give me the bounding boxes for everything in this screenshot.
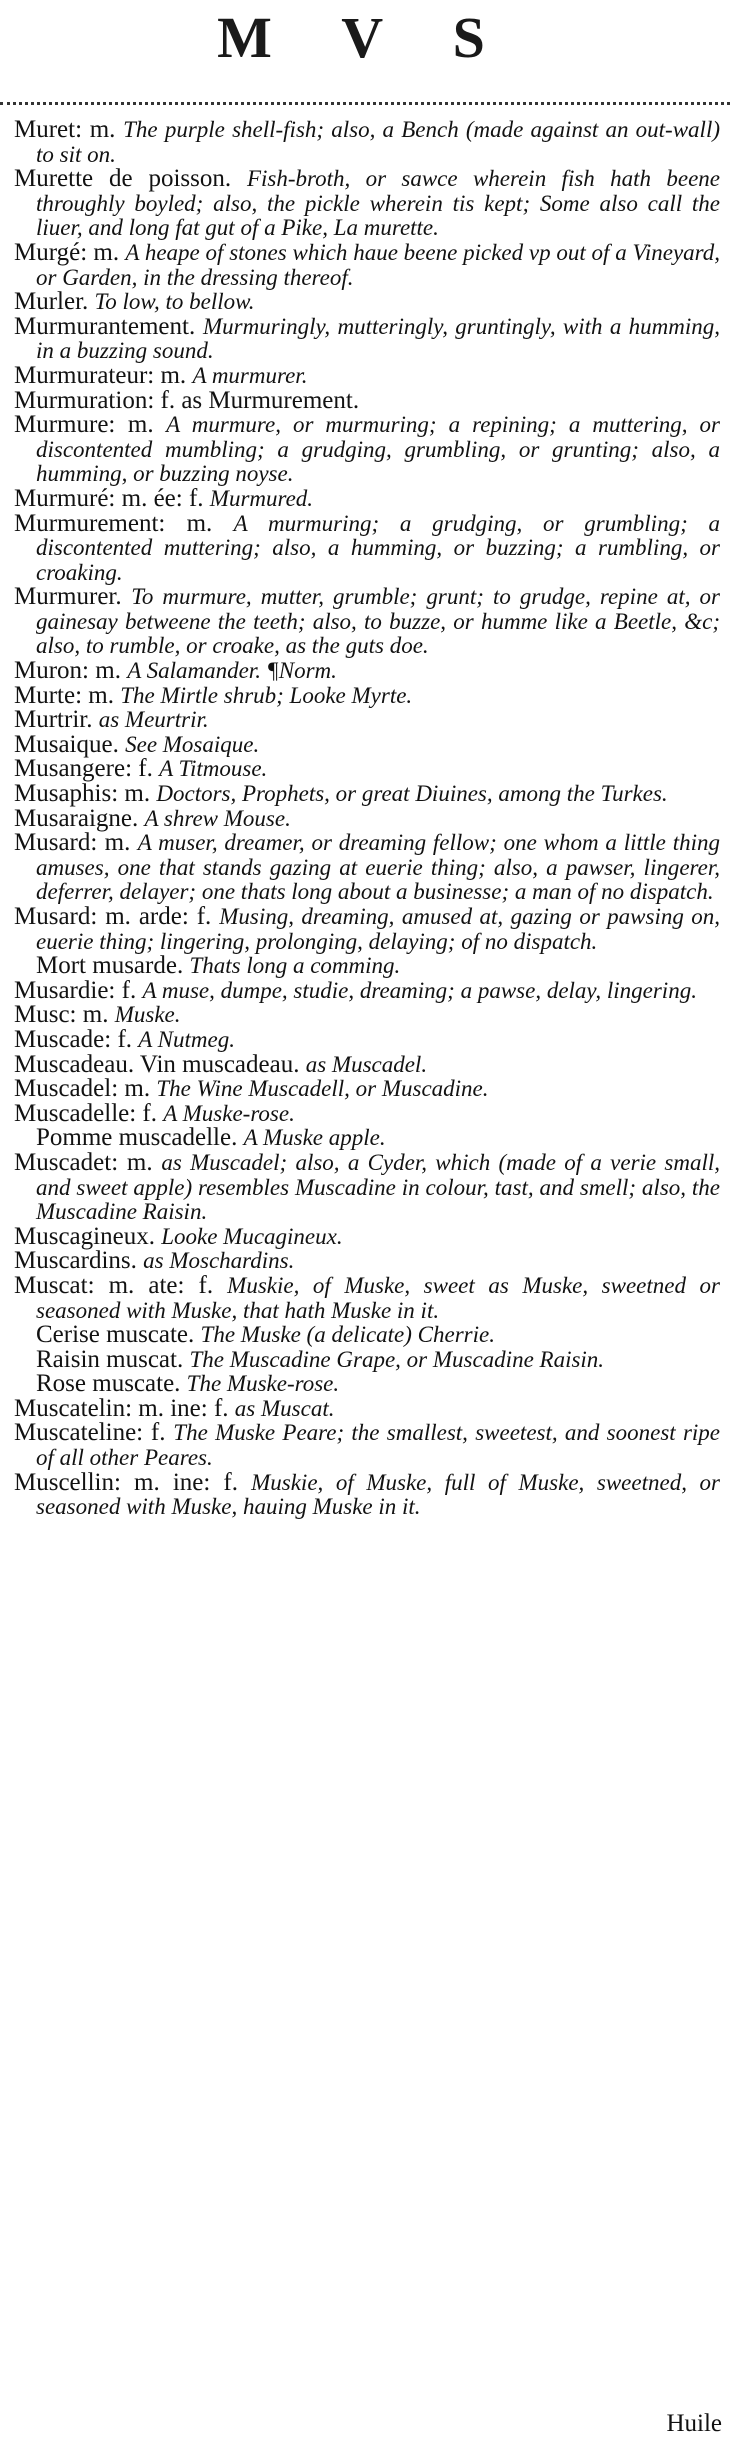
running-head: M V S [217,5,513,70]
headword: Muron: m. [14,657,121,685]
definition: Muskie, of Muske, full of Muske, sweetned, or seasoned with Muske, hauing Muske in it. [36,1469,720,1520]
definition: Doctors, Prophets, or great Diuines, among the Turkes. [156,781,668,807]
dictionary-entry [14,1148,720,1225]
headword: Murmurateur: m. [14,361,187,389]
headword: Musard: m. arde: f. [14,903,212,930]
dictionary-entry [14,976,720,1004]
definition: A muser, dreamer, or dreaming fellow; one whom a little thing amuses, one that stands gazing at euerie thing; also, a pawser, lingerer, deferrer, delayer; one thats long about a businesse; a man of no dispatch. [36,830,720,905]
dictionary-entry [14,1271,721,1323]
definition: A Muske-rose. [163,1100,295,1126]
headword: Pomme muscadelle. [36,1124,238,1152]
headword: Muscellin: m. ine: f. [14,1468,238,1496]
definition: as Meurtrir. [98,707,209,733]
headword: Muscagineux. [14,1222,155,1250]
dictionary-entry [14,361,720,389]
definition: The Muske Peare; the smallest, sweetest, and soonest ripe of all other Peares. [36,1420,721,1471]
headword: Murtrir. [14,706,93,734]
headword: Musaraigne. [14,804,139,832]
headword: Muscadet: m. [14,1148,153,1176]
dictionary-entry [14,386,720,414]
dictionary-entries [14,118,720,1520]
definition: The Muske-rose. [186,1371,340,1397]
dictionary-entry [14,831,720,905]
definition: The Wine Muscadell, or Muscadine. [156,1076,489,1102]
dictionary-entry [14,290,720,315]
definition: A murmuring; a grudging, or grumbling; a discontented muttering; also, a humming, or buzzing; a rumbling, or croaking. [36,510,720,585]
dictionary-entry [14,1003,720,1028]
headword: Raisin muscat. [36,1345,184,1373]
headword: Musc: m. [14,1001,109,1029]
dictionary-entry [14,509,720,586]
headword: Musaique. [14,730,119,758]
page-header [0,0,730,118]
headword: Cerise muscate. [36,1321,195,1349]
headword: Mort musarde. [36,952,184,980]
headword: Murmurer. [14,583,122,611]
definition: Looke Mucagineux. [161,1223,343,1249]
dictionary-entry [14,804,720,832]
definition: Murmuringly, mutteringly, gruntingly, with a humming, in a buzzing sound. [36,313,721,364]
definition: The Muscadine Grape, or Muscadine Raisin. [189,1346,605,1372]
definition: as Muscadel. [305,1051,428,1077]
dictionary-entry [14,312,721,364]
dictionary-entry [14,1249,720,1274]
definition: as Muscadel; also, a Cyder, which (made of a verie small, and sweet apple) resembles Muscadine in colour, tast, and smell; also, the Muscadine Raisin. [36,1149,720,1225]
definition: The Mirtle shrub; Looke Myrte. [120,682,413,708]
dictionary-entry [14,708,720,733]
header-rule [0,102,730,105]
dictionary-entry [14,1468,720,1520]
definition: Muske. [114,1002,181,1028]
definition: A shrew Mouse. [144,805,291,831]
dictionary-entry [14,1050,720,1078]
headword: Muscatelin: m. ine: f. [14,1394,229,1422]
dictionary-entry [14,1126,720,1151]
definition: A murmurer. [192,362,308,388]
headword: Murette de poisson. [14,165,232,193]
dictionary-entry [14,118,720,167]
definition: To low, to bellow. [94,289,255,315]
dictionary-entry [14,1099,720,1127]
headword: Muscardins. [14,1247,137,1275]
headword: Musaphis: m. [14,780,151,808]
dictionary-entry [14,954,720,979]
definition: Muskie, of Muske, sweet as Muske, sweetned or seasoned with Muske, that hath Muske in it. [36,1272,721,1323]
headword: Murmure: m. [14,411,154,439]
dictionary-entry [14,1025,720,1053]
definition: as Muscat. [234,1395,335,1421]
dictionary-entry [14,659,720,684]
headword: Murmuration: f. as Murmurement. [14,386,360,414]
definition: Fish-broth, or sawce wherein fish hath beene throughly boyled; also, the pickle wherein tis kept; Some also call the liuer, and long fat gut of a Pike, La murette. [36,166,721,241]
dictionary-entry [14,1372,720,1397]
definition: A murmure, or murmuring; a repining; a muttering, or discontented mumbling; a grudging, grumbling, or grunting; also, a humming, or buzzing noyse. [36,412,720,487]
dictionary-entry [14,1394,720,1422]
headword: Murgé: m. [14,238,120,266]
dictionary-entry [14,585,720,659]
definition: A Salamander. ¶Norm. [127,658,337,684]
dictionary-entry [14,1323,720,1348]
dictionary-entry [14,782,720,807]
definition: as Moschardins. [143,1248,295,1274]
headword: Muscadel: m. [14,1075,151,1103]
definition: A Nutmeg. [138,1026,235,1052]
dictionary-entry [14,413,720,487]
dictionary-entry [14,1345,720,1373]
dictionary-entry [14,905,720,954]
dictionary-entry [14,757,720,782]
definition: Musing, dreaming, amused at, gazing or pawsing on, euerie thing; lingering, prolonging, delaying; of no dispatch. [36,904,721,954]
definition: Thats long a comming. [189,953,401,979]
dictionary-entry [14,681,720,709]
dictionary-entry [14,1077,720,1102]
definition: Murmured. [209,485,314,511]
dictionary-entry [14,167,720,241]
definition: A heape of stones which haue beene picked vp out of a Vineyard, or Garden, in the dressing thereof. [36,239,720,290]
headword: Muret: m. [14,116,116,143]
headword: Musardie: f. [14,976,137,1004]
headword: Murmurantement. [14,312,196,340]
definition: A Muske apple. [243,1125,386,1151]
headword: Muscat: m. ate: f. [14,1271,214,1299]
headword: Murmuré: m. ée: f. [14,484,204,512]
definition: The Muske (a delicate) Cherrie. [200,1322,495,1348]
headword: Muscateline: f. [14,1419,166,1447]
dictionary-entry [14,1421,720,1470]
definition: A muse, dumpe, studie, dreaming; a pawse, delay, lingering. [142,977,697,1003]
definition: The purple shell-fish; also, a Bench (made against an out-wall) to sit on. [36,117,720,167]
headword: Muscadelle: f. [14,1099,158,1127]
headword: Muscadeau. Vin muscadeau. [14,1050,300,1078]
dictionary-entry [14,730,720,758]
headword: Murmurement: m. [14,509,213,537]
definition: A Titmouse. [159,756,268,782]
definition: See Mosaique. [125,731,260,757]
headword: Musangere: f. [14,755,153,783]
dictionary-entry [14,1222,720,1250]
catchword: Huile [666,2410,722,2437]
dictionary-entry [14,484,720,512]
headword: Muscade: f. [14,1025,133,1053]
headword: Rose muscate. [36,1370,181,1398]
headword: Murte: m. [14,681,114,709]
dictionary-entry [14,238,720,290]
headword: Murler. [14,288,89,316]
headword: Musard: m. [14,829,131,857]
definition: To murmure, mutter, grumble; grunt; to grudge, repine at, or gainesay betweene the teeth; also, to buzze, or humme like a Beetle, &c; also, to rumble, or croake, as the guts doe. [36,584,720,659]
